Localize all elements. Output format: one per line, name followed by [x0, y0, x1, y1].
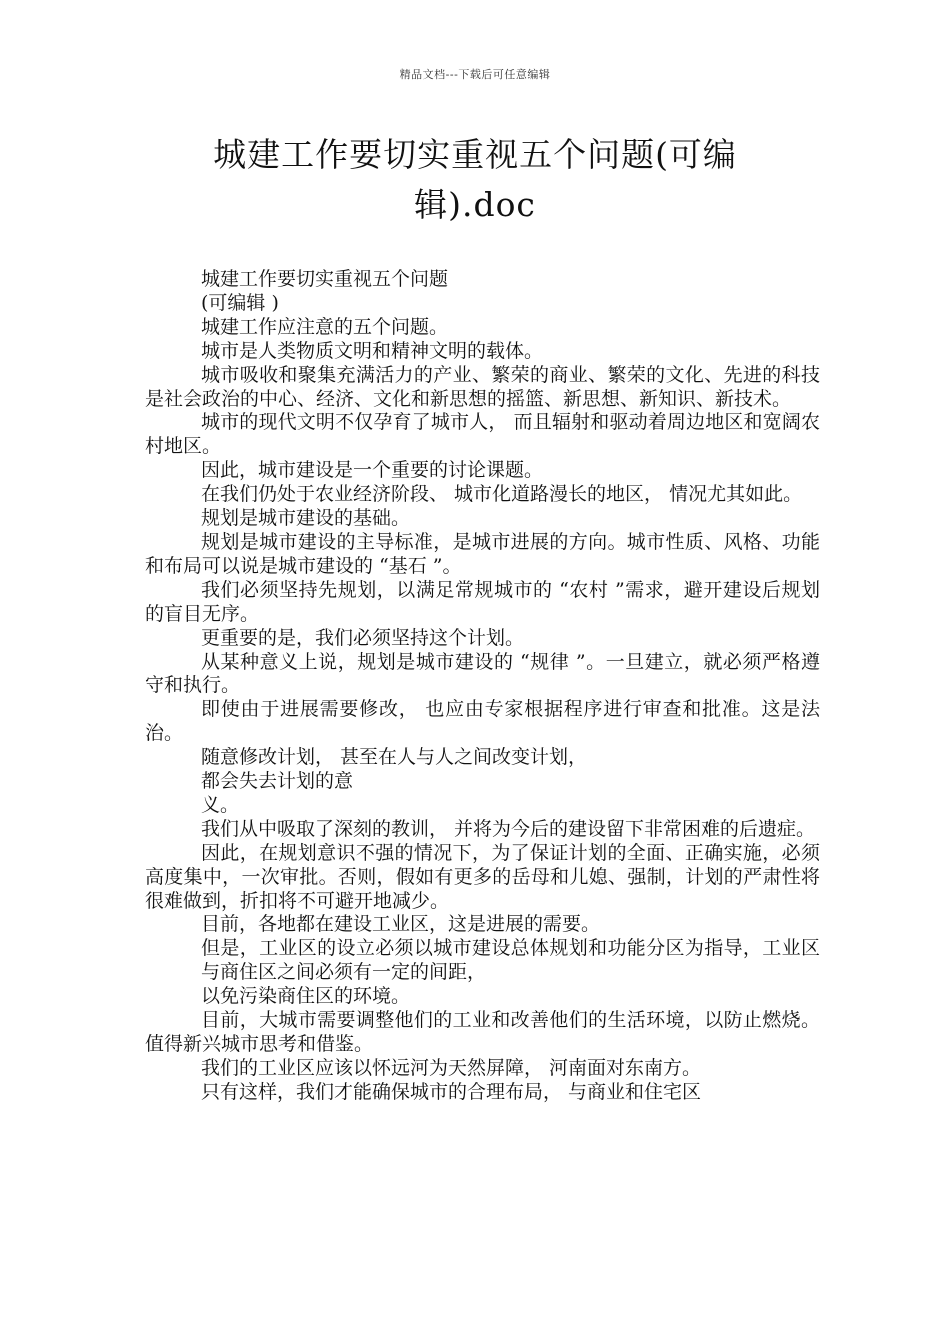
paragraph: 因此，在规划意识不强的情况下，为了保证计划的全面、正确实施，必须高度集中，一次审批。否则，假如有更多的岳母和儿媳、强制，计划的严肃性将很难做到，折扣将不可避开地减少。 — [145, 841, 820, 912]
paragraph: 随意修改计划， 甚至在人与人之间改变计划， — [201, 746, 588, 769]
paragraph: 规划是城市建设的主导标准，是城市进展的方向。城市性质、风格、功能和布局可以说是城市建设的 “基石 ”。 — [145, 530, 820, 577]
paragraph: 只有这样，我们才能确保城市的合理布局， 与商业和住宅区 — [201, 1080, 702, 1103]
paragraph: 更重要的是，我们必须坚持这个计划。 — [201, 626, 525, 649]
paragraph: 目前，各地都在建设工业区，这是进展的需要。 — [201, 913, 601, 936]
paragraph: (可编辑 ) — [201, 291, 279, 314]
paragraph: 城建工作应注意的五个问题。 — [201, 315, 449, 338]
paragraph: 我们从中吸取了深刻的教训， 并将为今后的建设留下非常困难的后遗症。 — [201, 817, 816, 840]
paragraph: 城市吸收和聚集充满活力的产业、繁荣的商业、繁荣的文化、先进的科技是社会政治的中心、经济、文化和新思想的摇篮、新思想、新知识、新技术。 — [145, 363, 820, 410]
document-title-line-1: 城建工作要切实重视五个问题(可编 — [213, 135, 737, 174]
paragraph: 义。 — [201, 793, 240, 816]
paragraph: 我们必须坚持先规划，以满足常规城市的 “农村 ”需求，避开建设后规划的盲目无序。 — [145, 578, 820, 625]
paragraph: 从某种意义上说，规划是城市建设的 “规律 ”。一旦建立，就必须严格遵守和执行。 — [145, 650, 820, 697]
paragraph: 都会失去计划的意 — [201, 770, 354, 793]
paragraph: 即使由于进展需要修改， 也应由专家根据程序进行审查和批准。这是法治。 — [145, 698, 820, 745]
header-note: 精品文档---下载后可任意编辑 — [399, 68, 551, 81]
paragraph: 因此，城市建设是一个重要的讨论课题。 — [201, 459, 544, 482]
paragraph: 以免污染商住区的环境。 — [201, 985, 411, 1008]
paragraph: 规划是城市建设的基础。 — [201, 507, 411, 530]
paragraph: 在我们仍处于农业经济阶段、 城市化道路漫长的地区， 情况尤其如此。 — [201, 483, 803, 506]
paragraph: 目前，大城市需要调整他们的工业和改善他们的生活环境，以防止燃烧。值得新兴城市思考和借鉴。 — [145, 1009, 820, 1055]
document-title-line-2: 辑).doc — [414, 185, 536, 224]
document-body — [145, 268, 820, 1105]
paragraph: 但是，工业区的设立必须以城市建设总体规划和功能分区为指导，工业区与商住区之间必须有一定的间距， — [201, 937, 820, 984]
paragraph: 城建工作要切实重视五个问题 — [201, 268, 449, 290]
paragraph: 城市的现代文明不仅孕育了城市人， 而且辐射和驱动着周边地区和宽阔农村地区。 — [145, 411, 820, 458]
paragraph: 城市是人类物质文明和精神文明的载体。 — [201, 339, 544, 362]
paragraph: 我们的工业区应该以怀远河为天然屏障， 河南面对东南方。 — [201, 1056, 702, 1079]
